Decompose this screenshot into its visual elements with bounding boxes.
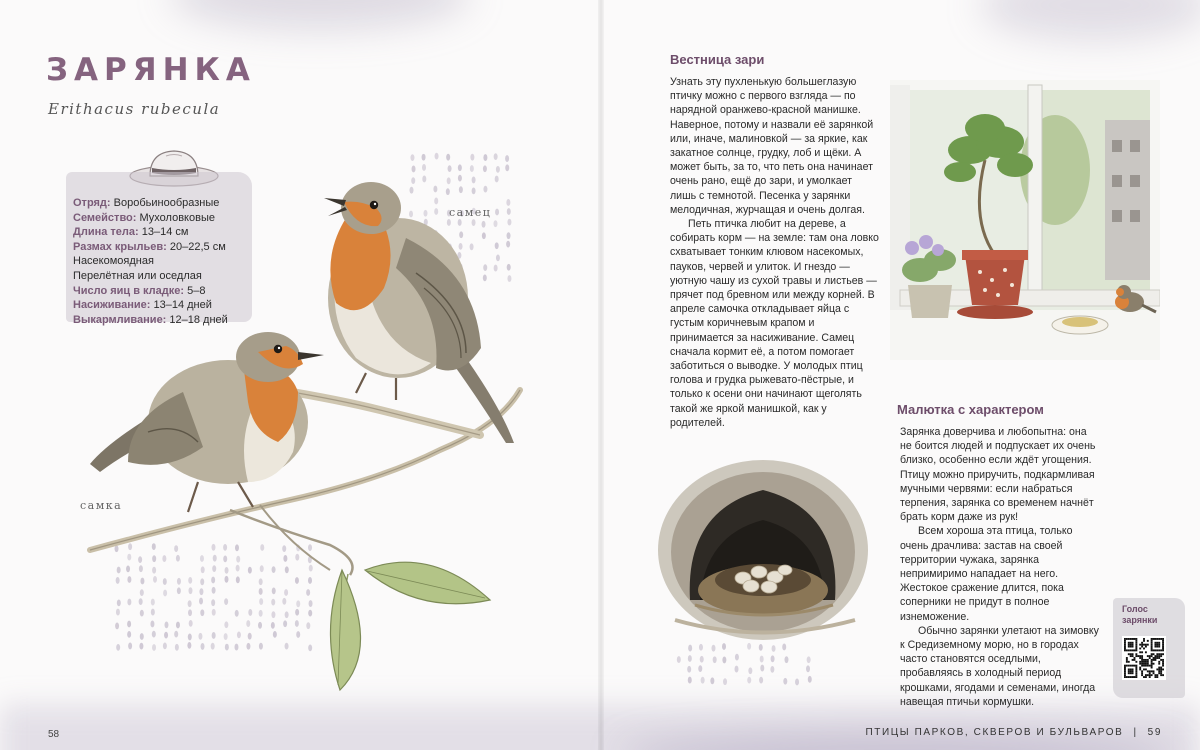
- fact-key: Выкармливание:: [73, 313, 167, 326]
- separator: |: [1133, 727, 1138, 738]
- fact-value: 13–14 см: [138, 226, 189, 239]
- facts-list: [73, 196, 228, 327]
- fact-key: Семейство:: [73, 211, 137, 224]
- fact-value: 12–18 дней: [166, 313, 228, 326]
- dot: [422, 164, 426, 171]
- label-female: самка: [80, 499, 123, 512]
- fact-value: Насекомоядная: [73, 255, 154, 268]
- dot: [410, 154, 414, 161]
- fact-value: Мухоловковые: [136, 211, 215, 224]
- paragraph: Всем хороша эта птица, только очень драчлива: застав на своей территории чужака, зарянка непримиримо нападает на него. Жестокое сражение длится, пока соперники не придут в полное изнеможение.: [900, 525, 1073, 623]
- fact-row: [73, 298, 228, 313]
- paragraph: Петь птичка любит на дереве, а собирать корм — на земле: там она ловко схватывает тонким клювом насекомых, пауков, червей и улиток. И гнездо — уютную чашу из сухой травы и листьев — прячет под бревном или между корней. В апреле самочка откладывает яйца с густым коричневым крапом и принимается за насиживание. Самец сначала кормит её, а потом помогает заботиться о выводке. У молодых птиц голова и грудка рыжевато-пёстрые, и только к осени они начинают щеголять такой же яркой манишкой, как у родителей.: [670, 218, 879, 429]
- robin-male-illustration: [316, 178, 526, 448]
- fact-value: 20–22,5 см: [166, 240, 226, 253]
- paragraph: Зарянка доверчива и любопытна: она не боится людей и подпускает их очень близко, особенно если ждёт угощения. Птицу можно приручить, подкармливая мучными червями: если набраться терпения, зарянка со временем начнёт брать корм даже из рук!: [900, 426, 1096, 524]
- dot: [446, 154, 450, 161]
- dot: [448, 165, 452, 172]
- fact-row: [73, 269, 228, 284]
- dot: [494, 153, 498, 160]
- fact-key: Насиживание:: [73, 299, 151, 312]
- dot: [496, 166, 500, 173]
- dot: [422, 154, 426, 161]
- text-column-1: [670, 75, 880, 430]
- latin-name: Erithacus rubecula: [48, 100, 221, 118]
- qr-code-icon[interactable]: [1122, 636, 1166, 680]
- text-column-2: [900, 425, 1100, 709]
- label-male: самец: [449, 206, 492, 219]
- voice-box[interactable]: [1113, 598, 1185, 698]
- running-footer: [865, 727, 1162, 738]
- fact-key: Длина тела:: [73, 226, 139, 239]
- fact-row: [73, 225, 228, 240]
- dot: [505, 155, 509, 162]
- fact-key: Размах крыльев:: [73, 240, 167, 253]
- window-illustration: [890, 80, 1160, 360]
- page-number-right: 59: [1147, 727, 1162, 738]
- fact-row: [73, 254, 228, 269]
- fact-key: Число яиц в кладке:: [73, 284, 185, 297]
- fact-row: [73, 196, 228, 211]
- paragraph: Узнать эту пухленькую большеглазую птичку можно с первого взгляда — по нарядной оранжево-красной манишке. Наверное, потому и назвали её зарянкой или, иначе, малиновкой — за яркие, как закатное солнце, грудку, лоб и щёки. А может быть, за то, что петь она начинает очень рано, ещё до зари, и умолкает лишь с темнотой. Песенка у зарянки мелодичная, журчащая и очень долгая.: [670, 76, 874, 216]
- dot: [483, 165, 487, 172]
- dot: [412, 166, 416, 173]
- page-number-left: 58: [48, 729, 60, 740]
- fact-value: Воробьинообразные: [110, 197, 220, 209]
- paragraph: Обычно зарянки улетают на зимовку к Средиземному морю, но в городах часто становятся оседлыми, пробавляясь в холодный период крошками, ягодами и семенами, иногда навещая птичьи кормушки.: [900, 624, 1099, 708]
- robin-female-illustration: [88, 322, 328, 522]
- fact-key: Отряд:: [73, 197, 111, 209]
- dot: [458, 164, 462, 171]
- dot: [483, 154, 487, 161]
- dot: [470, 154, 474, 161]
- running-head: ПТИЦЫ ПАРКОВ, СКВЕРОВ И БУЛЬВАРОВ: [865, 727, 1124, 738]
- dot: [470, 165, 474, 172]
- section-heading-2: Малютка с характером: [897, 402, 1044, 417]
- page-title: ЗАРЯНКА: [46, 52, 256, 88]
- voice-label: Голос зарянки: [1122, 604, 1158, 625]
- fact-row: [73, 284, 228, 299]
- section-heading-1: Вестница зари: [670, 52, 765, 67]
- fact-value: 13–14 дней: [150, 299, 212, 312]
- dot: [505, 164, 509, 171]
- fact-value: 5–8: [184, 284, 206, 297]
- fact-value: Перелётная или оседлая: [73, 269, 202, 282]
- nest-illustration: [655, 440, 870, 645]
- dot: [435, 153, 439, 160]
- fact-row: [73, 211, 228, 226]
- fact-row: [73, 240, 228, 255]
